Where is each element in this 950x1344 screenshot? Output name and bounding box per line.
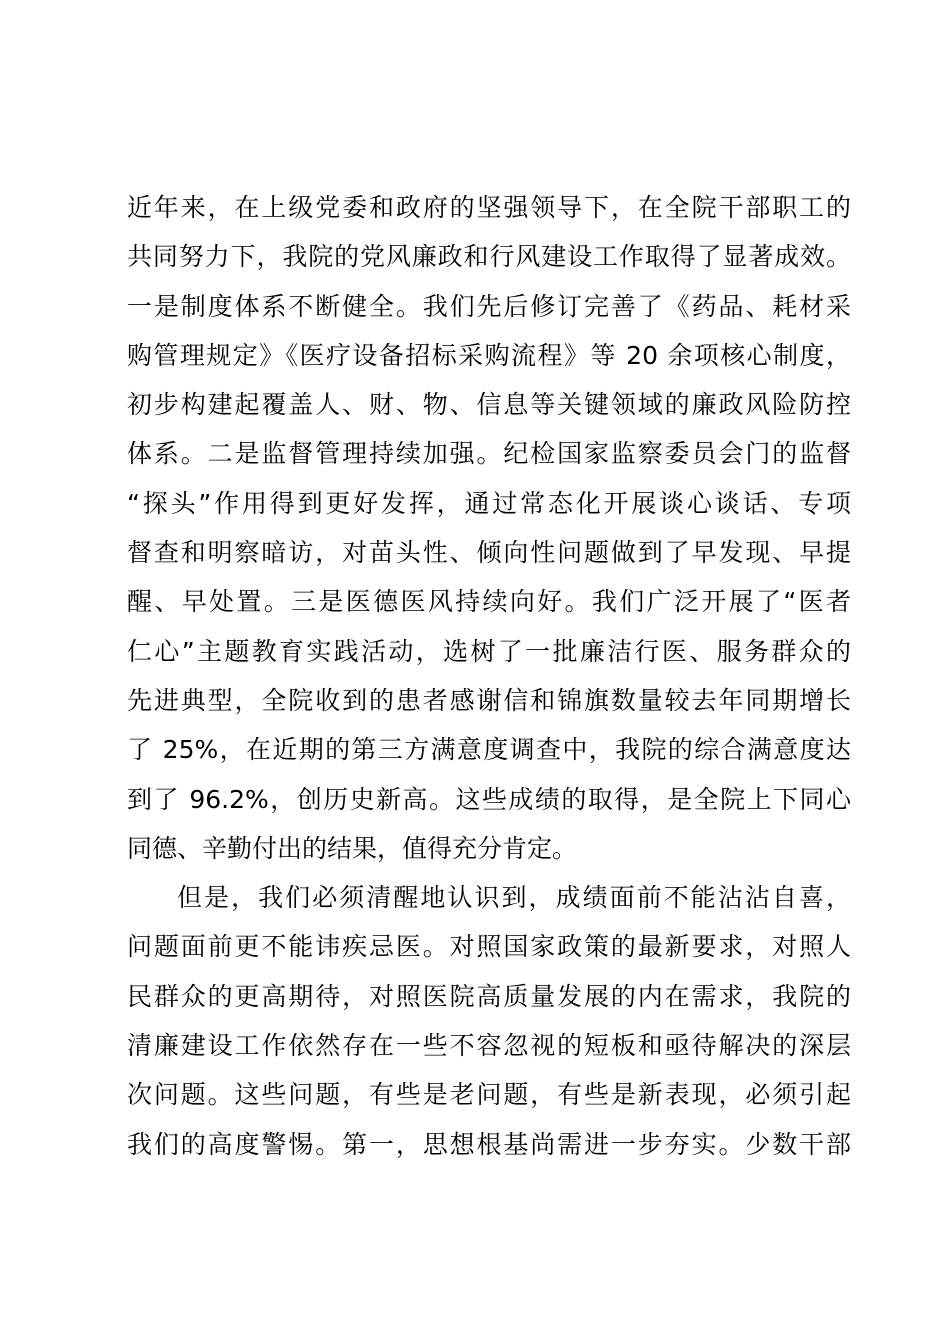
paragraph-1-line-13: 到了 96.2%，创历史新高。这些成绩的取得，是全院上下同心 [127, 784, 851, 814]
paragraph-2-line-6: 我们的高度警惕。第一，思想根基尚需进一步夯实。少数干部 [127, 1129, 851, 1159]
paragraph-1-line-9: 醒、早处置。三是医德医风持续向好。我们广泛开展了“医者 [127, 587, 851, 617]
paragraph-1-line-1: 近年来，在上级党委和政府的坚强领导下，在全院干部职工的 [127, 193, 851, 222]
paragraph-1-line-6: 体系。二是监督管理持续加强。纪检国家监察委员会门的监督 [127, 439, 851, 469]
paragraph-1-line-5: 初步构建起覆盖人、财、物、信息等关键领域的廉政风险防控 [127, 390, 851, 420]
paragraph-1-line-8: 督查和明察暗访，对苗头性、倾向性问题做到了早发现、早提 [127, 538, 851, 568]
paragraph-2-line-5: 次问题。这些问题，有些是老问题，有些是新表现，必须引起 [127, 1080, 851, 1110]
paragraph-2-line-2: 问题面前更不能讳疾忌医。对照国家政策的最新要求，对照人 [127, 932, 851, 962]
paragraph-1-line-12: 了 25%，在近期的第三方满意度调查中，我院的综合满意度达 [127, 735, 851, 765]
paragraph-2-line-1: 但是，我们必须清醒地认识到，成绩面前不能沾沾自喜， [177, 883, 851, 913]
paragraph-1-line-11: 先进典型，全院收到的患者感谢信和锦旗数量较去年同期增长 [127, 685, 851, 715]
paragraph-1-line-7: “探头”作用得到更好发挥，通过常态化开展谈心谈话、专项 [127, 488, 851, 518]
document-body [127, 183, 851, 1169]
paragraph-1-line-2: 共同努力下，我院的党风廉政和行风建设工作取得了显著成效。 [127, 242, 851, 272]
paragraph-1-line-14: 同德、辛勤付出的结果，值得充分肯定。 [127, 833, 578, 863]
paragraph-2-line-3: 民群众的更高期待，对照医院高质量发展的内在需求，我院的 [127, 981, 851, 1011]
paragraph-1-line-4: 购管理规定》《医疗设备招标采购流程》等 20 余项核心制度， [127, 340, 851, 370]
paragraph-1-line-10: 仁心”主题教育实践活动，选树了一批廉洁行医、服务群众的 [127, 636, 851, 666]
paragraph-2-line-4: 清廉建设工作依然存在一些不容忽视的短板和亟待解决的深层 [127, 1031, 851, 1061]
paragraph-1-line-3: 一是制度体系不断健全。我们先后修订完善了《药品、耗材采 [127, 291, 851, 321]
